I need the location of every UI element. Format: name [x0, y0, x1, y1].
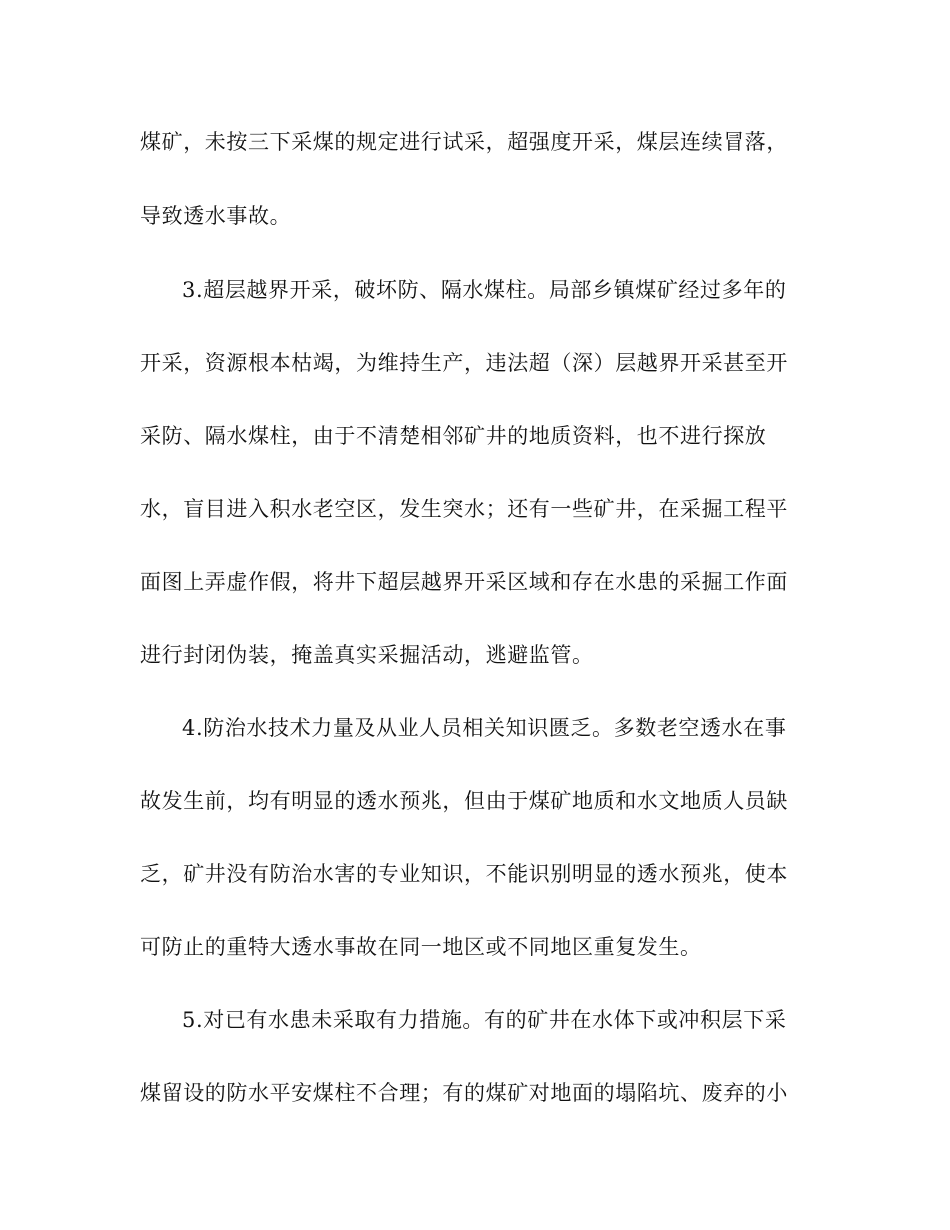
text-line: 导致透水事故。	[140, 204, 292, 228]
text-line: 可防止的重特大透水事故在同一地区或不同地区重复发生。	[140, 935, 702, 959]
text-line: 故发生前，均有明显的透水预兆，但由于煤矿地质和水文地质人员缺	[140, 789, 788, 813]
paragraph-3-start: 3.超层越界开采，破坏防、隔水煤柱。局部乡镇煤矿经过多年的	[182, 278, 787, 302]
text-line: 面图上弄虚作假，将井下超层越界开采区域和存在水患的采掘工作面	[140, 570, 788, 594]
paragraph-5-start: 5.对已有水患未采取有力措施。有的矿井在水体下或冲积层下采	[182, 1008, 787, 1032]
text-line: 煤矿，未按三下采煤的规定进行试采，超强度开采，煤层连续冒落，	[140, 130, 788, 154]
text-line: 进行封闭伪装，掩盖真实采掘活动，逃避监管。	[140, 643, 594, 667]
text-line: 乏，矿井没有防治水害的专业知识，不能识别明显的透水预兆，使本	[140, 862, 788, 886]
text-line: 开采，资源根本枯竭，为维持生产，违法超（深）层越界开采甚至开	[140, 351, 788, 375]
text-line: 水，盲目进入积水老空区，发生突水；还有一些矿井，在采掘工程平	[140, 497, 788, 521]
text-line: 煤留设的防水平安煤柱不合理；有的煤矿对地面的塌陷坑、废弃的小	[140, 1081, 788, 1105]
text-line: 采防、隔水煤柱，由于不清楚相邻矿井的地质资料，也不进行探放	[140, 424, 767, 448]
paragraph-4-start: 4.防治水技术力量及从业人员相关知识匮乏。多数老空透水在事	[182, 716, 787, 740]
